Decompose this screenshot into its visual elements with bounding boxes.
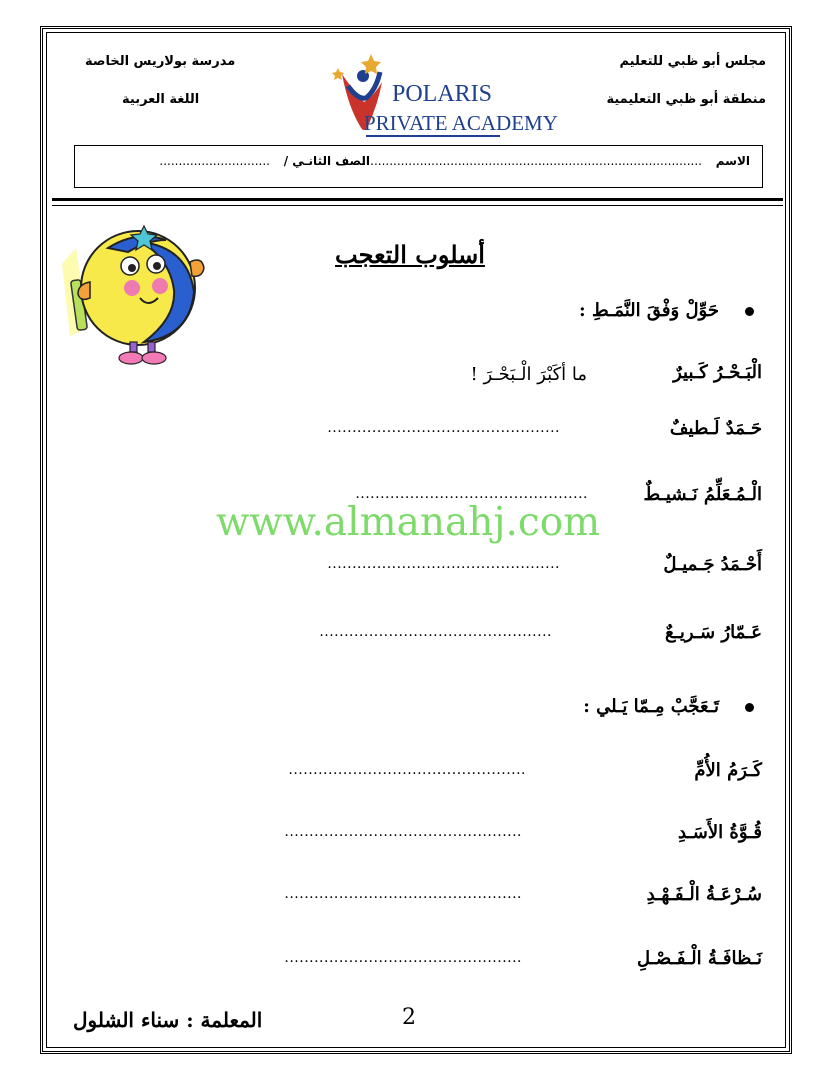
exercise8-answer-field[interactable]: ................................................ — [284, 950, 522, 966]
council-name: مجلس أبو ظبي للتعليم — [619, 54, 766, 69]
header-divider-thick — [52, 198, 783, 201]
example-answer: ما أكَبْرَ الْـبَحْـرَ ! — [470, 364, 587, 385]
exercise5-word: كَـرَمُ الأُمِّ — [694, 760, 762, 781]
polaris-logo — [330, 46, 558, 141]
exercise7-answer-field[interactable]: ................................................ — [284, 886, 522, 902]
grade-field[interactable]: ............................. — [159, 154, 270, 168]
exercise8-row — [200, 948, 762, 988]
subject-name: اللغة العربية — [122, 92, 200, 107]
section2-instruction — [583, 696, 754, 717]
region-name: منطقة أبو ظبي التعليمية — [606, 92, 766, 107]
bullet-icon — [745, 703, 754, 712]
exercise6-row — [200, 822, 762, 862]
exercise2-answer-field[interactable]: ............................................... — [355, 486, 588, 502]
name-field[interactable]: ........................................................................................... — [354, 154, 702, 168]
exercise7-row — [200, 884, 762, 924]
logo-text-academy: PRIVATE ACADEMY — [364, 111, 558, 135]
exercise6-answer-field[interactable]: ................................................ — [284, 824, 522, 840]
section1-instruction — [579, 300, 754, 321]
header-divider-thin — [52, 205, 783, 206]
exercise3-word: أَحْـمَدُ جَـميـلٌ — [663, 554, 762, 575]
exercise7-word: سُـرْعَـةُ الْـفَـهْـدِ — [646, 884, 762, 905]
exercise5-answer-field[interactable]: ................................................ — [288, 762, 526, 778]
exercise4-word: عَـمّارُ سَـريـعٌ — [664, 622, 762, 643]
exercise1-word: حَـمَدٌ لَـطيفٌ — [669, 418, 762, 439]
exercise1-answer-field[interactable]: ............................................... — [327, 420, 560, 436]
bullet-icon — [745, 307, 754, 316]
school-name: مدرسة بولاريس الخاصة — [85, 54, 236, 69]
grade-label: الصف الثانـي / — [283, 154, 370, 168]
logo-text-polaris: POLARIS — [392, 81, 493, 107]
teacher-name: المعلمة : سناء الشلول — [73, 1008, 263, 1032]
lesson-title: أسلوب التعجب — [335, 240, 485, 269]
exercise2-word: الْـمُـعَلِّمُ نَـشيـطٌ — [643, 484, 762, 505]
section1-instruction-text: حَوِّلْ وَفْقَ النَّمَـطِ : — [579, 300, 719, 321]
exercise4-answer-field[interactable]: ............................................... — [319, 624, 552, 640]
section2-instruction-text: تَـعَجَّبْ مِـمّا يَـلي : — [583, 696, 719, 717]
moon-character-illustration — [58, 218, 210, 368]
name-label: الاسم — [715, 154, 750, 168]
exercise4-row — [200, 622, 762, 662]
example-row — [200, 362, 762, 402]
example-word: الْبَـحْـرُ كَـبيرٌ — [673, 362, 762, 383]
exercise3-answer-field[interactable]: ............................................... — [327, 556, 560, 572]
exercise8-word: نَـظافَـةُ الْـفَـصْـلِ — [637, 948, 762, 969]
page-number: 2 — [402, 1005, 416, 1030]
exercise6-word: قُـوَّةُ الأَسَـدِ — [678, 822, 762, 843]
exercise5-row — [200, 760, 762, 800]
watermark: www.almanahj.com — [216, 500, 601, 545]
exercise1-row — [200, 418, 762, 458]
student-info-box — [74, 145, 763, 188]
exercise3-row — [200, 554, 762, 594]
